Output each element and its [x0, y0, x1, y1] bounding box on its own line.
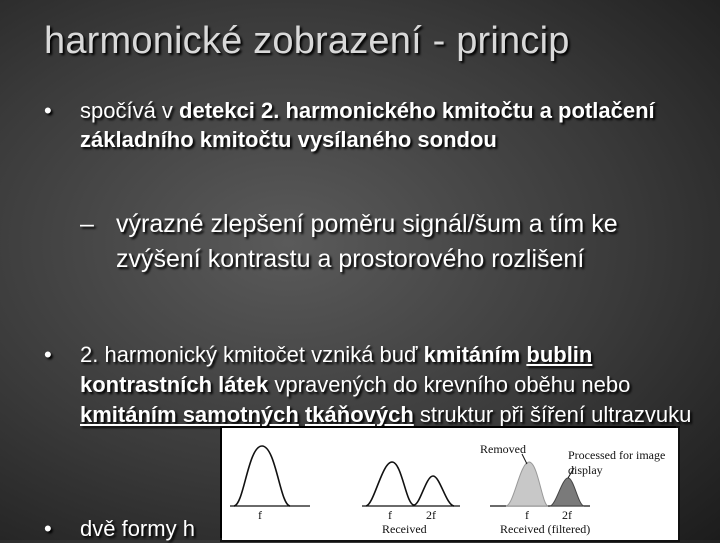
bullet-marker: • — [44, 342, 52, 367]
label-2f: 2f — [562, 508, 572, 522]
bullet-text-part: spočívá v — [80, 98, 180, 123]
slide-title: harmonické zobrazení - princip — [44, 20, 570, 62]
spectrum-diagram — [222, 428, 678, 540]
subbullet-snr-improvement — [80, 207, 700, 277]
harmonic-spectrum-figure — [222, 428, 678, 540]
bullet-marker: • — [44, 516, 52, 541]
peak-processed — [550, 478, 584, 506]
label-processed: Processed for image display — [568, 448, 666, 477]
label-removed: Removed — [480, 442, 526, 456]
peak-fundamental-transmitted — [234, 446, 290, 506]
bullet-text-bold: kontrastních látek — [80, 372, 269, 397]
bullet-text-part: struktur při — [413, 402, 524, 427]
bullet-text — [80, 340, 694, 430]
bullet-text — [80, 96, 694, 154]
bullet-text-bold-underlined: bublin — [526, 342, 593, 367]
bullet-marker: • — [44, 98, 52, 123]
label-f: f — [388, 508, 392, 522]
bullet-text-part: vpravených do krevního oběhu nebo — [268, 372, 631, 397]
bullet-detection-principle — [44, 96, 694, 154]
bullet-harmonic-origin — [44, 340, 694, 430]
bullet-text-bold-underlined: tkáňových — [304, 402, 414, 427]
label-received-filtered: Received (filtered) — [500, 522, 591, 536]
peak-removed — [506, 462, 548, 506]
subbullet-marker: – — [80, 210, 94, 238]
bullet-text: dvě formy h — [80, 516, 195, 541]
subbullet-text: výrazné zlepšení poměru signál/šum a tím ke zvýšení kontrastu a prostorového rozlišení — [116, 210, 618, 273]
bullet-text-part: 2. harmonický kmitočet vzniká buď — [80, 342, 424, 367]
bullet-text-bold: detekci 2. harmonického kmitočtu a potlačení základního kmitočtu vysílaného sondou — [80, 98, 655, 152]
label-2f: 2f — [426, 508, 436, 522]
bullet-text-bold-underlined: kmitáním samotných — [80, 402, 299, 427]
bullet-text-part: šíření ultrazvuku — [529, 402, 692, 427]
label-received: Received — [382, 522, 427, 536]
label-f: f — [525, 508, 529, 522]
peaks-received — [366, 462, 454, 506]
label-f: f — [258, 508, 262, 522]
bullet-text-bold: kmitáním — [423, 342, 521, 367]
